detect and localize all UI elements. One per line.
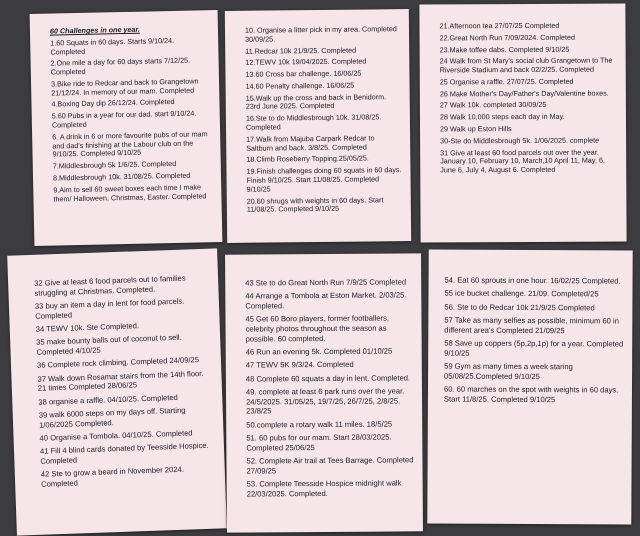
challenge-item: 20.60 shrugs with weights in 60 days. Start 11/08/25. Completed 9/10/25 <box>246 194 384 215</box>
challenge-item: 4.Boxing Day dip 26/12/24. Completed <box>51 97 175 110</box>
challenge-item: 2.One mile a day for 60 days starts 7/12/25. Completed <box>50 55 191 77</box>
challenge-item: 36 Complete rock climbing. Completed 24/09/25 <box>36 355 200 371</box>
challenge-item: 44 Arrange a Tombola at Eston Market. 2/03/25. Completed. <box>245 290 407 311</box>
challenge-item: 50.complete a rotary walk 11 miles. 18/5/25 <box>246 419 393 430</box>
challenge-item: 59 Gym as many times a week staring 05/08/25.Completed 9/10/25 <box>444 361 573 381</box>
challenge-item: 32 Give at least 6 food parcels out to families struggling at Christmas. Completed. <box>33 273 186 298</box>
challenge-item: 23.Make toffee dabs. Completed 9/10/25 <box>439 44 570 54</box>
sheet-title: 60 Challenges in one year. <box>49 24 140 36</box>
challenge-item: 42 Ste to grow a beard in November 2024. Completed <box>40 465 185 489</box>
challenge-item: 27 Walk 10k. completed 30/09/25 <box>439 100 547 110</box>
challenge-item: 53. Complete Teesside Hospice midnight walk 22/03/2025. Completed. <box>246 478 402 499</box>
challenge-item: 19.Finish challenges doing 60 squats in 60 days. Finish 9/10/25. Start 11/08/25. Completed 9/10/25 <box>246 165 402 194</box>
challenge-sheet-6 <box>427 249 632 524</box>
challenge-item: 15.Walk up the cross and back in Benidorm. 23rd June 2025. Completed <box>245 91 387 112</box>
challenge-item: 29 Walk up Eston Hills <box>440 124 512 134</box>
challenge-sheet-5 <box>225 253 423 532</box>
challenge-item: 16.Ste to do Middlesbrough 10k. 31/08/25. Completed <box>245 112 382 132</box>
challenge-item: 33 buy an item a day in lent for food parcels. Completed <box>34 296 185 321</box>
challenge-item: 22.Great North Run 7/09/2024. Completed <box>439 32 576 43</box>
challenge-item: 21.Afternoon tea 27/07/25 Completed <box>439 20 560 31</box>
challenge-item: 37 Walk down Rosamar stairs from the 14th floor. 21 times Completed 28/06/25 <box>37 368 204 394</box>
challenge-item: 9.Aim to sell 60 sweet boxes each time I make them/ Halloween, Christmas, Easter. Completed <box>53 182 207 204</box>
challenge-sheet-3 <box>419 3 626 242</box>
challenge-item: 26 Make Mother's Day/Father's Day/Valentine boxes. <box>439 88 609 99</box>
challenge-item: 14.60 Penalty challenge. 16/06/25 <box>245 80 355 91</box>
challenge-item: 52. Complete Air trail at Tees Barrage. Completed 27/09/25 <box>246 455 414 476</box>
challenge-item: 51. 60 pubs for our mam. Start 28/03/2025. Completed 25/06/25 <box>246 432 392 453</box>
challenge-item: 56. Ste to do Redcar 10k 21/9/25 Completed <box>444 302 595 312</box>
challenge-item: 49. complete at least 6 park runs over the year. 24/5/2025. 31/05/25, 19/7/25, 26/7/25, 2/8/25. 23/8/25 <box>245 386 405 417</box>
challenge-item: 31 Give at least 60 food parcels out over the year. January 10, February 10, March,10 April 11, May, 6, June 6, July 4, August 6. Completed <box>440 147 605 175</box>
challenge-item: 46 Run an evening 5k. Completed 01/10/25 <box>245 346 393 357</box>
challenge-item: 18.Climb Roseberry Topping.25/05/25. <box>246 153 369 165</box>
challenge-item: 55 ice bucket challenge. 21/09. Completed/25 <box>444 288 599 299</box>
challenge-item: 8.Middlesbrough 10k. 31/08/25. Completed <box>52 170 191 183</box>
challenge-item: 47 TEWV 5K 9/3/24. Completed <box>245 360 354 370</box>
challenge-item: 57 Take as many selfies as possible, minimum 60 in different area's Completed 21/09/25 <box>444 315 619 335</box>
challenge-sheet-4 <box>7 248 227 535</box>
challenge-item: 7.Middlesbrough 5k 1/6/25. Completed <box>52 159 177 171</box>
challenge-item: 40 Organise a Tombola. 04/10/25. Completed <box>39 428 193 443</box>
challenge-item: 11.Redcar 10k 21/9/25. Completed <box>245 45 357 56</box>
challenge-item: 30-Ste do Middlesbrough 5k. 1/06/2025. complete <box>440 135 600 146</box>
challenge-sheet-1 <box>30 10 223 246</box>
challenge-item: 39 walk 6000 steps on my days off. Starting 1/06/2025 Completed. <box>38 405 186 430</box>
challenge-item: 28 Walk 10,000 steps each day in May. <box>439 112 565 122</box>
challenge-item: 54. Eat 60 sprouts in one hour. 16/02/25 Completed. <box>444 275 621 286</box>
challenge-item: 25 Organise a raffle. 27/07/25. Completed <box>439 76 574 87</box>
challenge-item: 41 Fill 4 blind cards donated by Teesside Hospice. Completed <box>39 441 209 466</box>
challenge-item: 1.60 Squats in 60 days. Starts 9/10/24. Completed <box>50 35 175 57</box>
challenge-item: 38 organise a raffle. 04/10/25. Completed <box>38 392 178 407</box>
challenge-item: 35 make bounty balls out of coconut to sell. Completed 4/10/25 <box>36 333 182 357</box>
challenge-item: 3.Bike ride to Redcar and back to Grangetown 21/12/24. In memory of our mam. Completed <box>50 76 199 98</box>
challenge-item: 34 TEWV 10k. Ste Completed. <box>35 321 140 334</box>
challenge-item: 5.60 Pubs in a year for our dad. start 9/10/24. Completed <box>51 108 197 130</box>
challenge-item: 10. Organise a litter pick in my area. Completed 30/09/25. <box>244 24 397 44</box>
challenge-item: 45 Get 60 Boro players, former footballers, celebrity photos throughout the season as possible. 60 completed. <box>245 313 390 344</box>
challenge-item: 13.60 Cross bar challenge. 16/06/25 <box>245 68 362 79</box>
challenge-item: 6. A drink in 6 or more favourite pubs of our mam and dad's finishing at the Labour club on the 9/10/25. Completed 9/10/25 <box>52 129 208 159</box>
challenge-item: 60. 60 marches on the spot with weights in 60 days. Start 11/8/25. Completed 9/10/25 <box>443 384 619 404</box>
challenge-item: 48 Complete 60 squats a day in lent. Completed. <box>245 373 411 384</box>
challenge-item: 24 Walk from St Mary's social club Grangetown to The Riverside Stadium and back 02/2/25. Completed <box>439 55 613 75</box>
challenge-sheet-2 <box>225 9 411 243</box>
challenge-item: 12.TEWV 10k 19/04/2025. Completed <box>245 56 367 68</box>
challenge-item: 58 Save up coppers (5p,2p,1p) for a year. Completed 9/10/25 <box>444 338 624 358</box>
challenge-item: 43 Ste to do Great North Run 7/9/25 Completed <box>245 277 407 288</box>
challenge-item: 17.Walk from Majuba Carpark Redcar to Saltburn and back. 3/8/25. Completed <box>246 133 375 153</box>
